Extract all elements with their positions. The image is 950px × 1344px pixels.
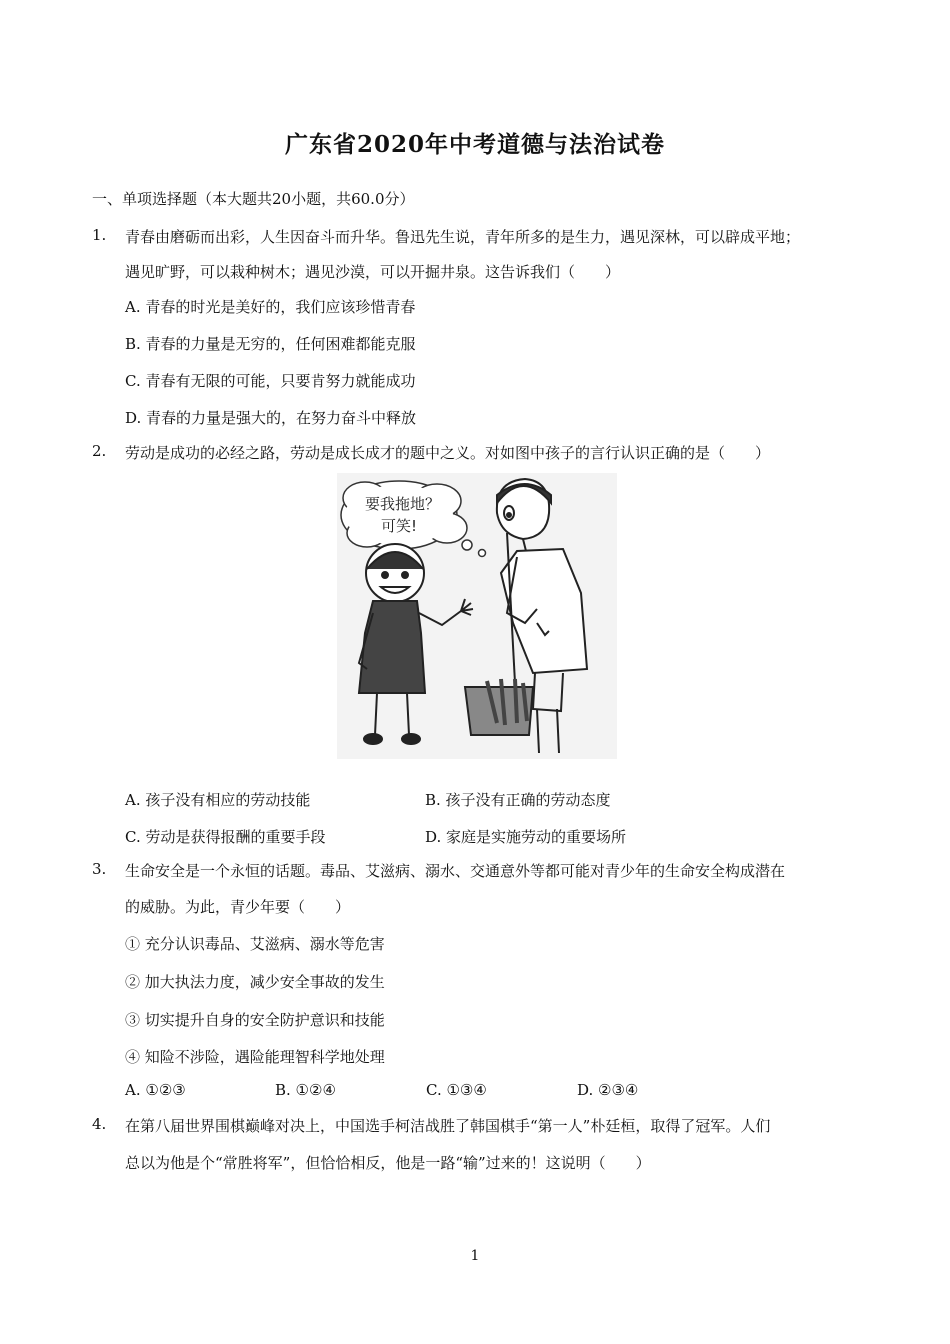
question-2-stem-line-1: 劳动是成功的必经之路，劳动是成长成才的题中之义。对如图中孩子的言行认识正确的是（ ） (125, 444, 771, 462)
bubble-text-line-1: 要我拖地？ (365, 495, 441, 513)
question-3-number: 3. (92, 860, 107, 878)
question-3-option-a[interactable]: A. ①②③ (125, 1081, 186, 1099)
question-2-option-a[interactable]: A. 孩子没有相应的劳动技能 (125, 791, 311, 809)
question-1-stem-line-1: 青春由磨砺而出彩，人生因奋斗而升华。鲁迅先生说，青年所多的是生力，遇见深林，可以辟成平地； (125, 228, 801, 246)
question-2-option-d[interactable]: D. 家庭是实施劳动的重要场所 (425, 828, 627, 846)
question-3-statement-2: ② 加大执法力度，减少安全事故的发生 (125, 973, 385, 991)
bubble-text-line-2: 可笑! (381, 517, 418, 535)
question-3-stem-line-2: 的威胁。为此，青少年要（ ） (125, 898, 351, 916)
question-2-option-c[interactable]: C. 劳动是获得报酬的重要手段 (125, 828, 326, 846)
question-1-stem-line-2: 遇见旷野，可以栽种树木；遇见沙漠，可以开掘井泉。这告诉我们（ ） (125, 263, 621, 281)
question-3-statement-1: ① 充分认识毒品、艾滋病、溺水等危害 (125, 935, 385, 953)
cartoon-illustration (337, 473, 617, 759)
question-1-number: 1. (92, 226, 107, 244)
question-2-number: 2. (92, 442, 107, 460)
question-3-option-b[interactable]: B. ①②④ (275, 1081, 336, 1099)
section-heading: 一、单项选择题（本大题共20小题，共60.0分） (92, 190, 415, 208)
page-title: 广东省2020年中考道德与法治试卷 (284, 131, 665, 158)
question-3-stem-line-1: 生命安全是一个永恒的话题。毒品、艾滋病、溺水、交通意外等都可能对青少年的生命安全构成潜在 (125, 862, 786, 880)
question-1-option-c[interactable]: C. 青春有无限的可能，只要肯努力就能成功 (125, 372, 416, 390)
question-1-option-a[interactable]: A. 青春的时光是美好的，我们应该珍惜青春 (125, 298, 416, 316)
question-3-statement-3: ③ 切实提升自身的安全防护意识和技能 (125, 1011, 385, 1029)
question-4-number: 4. (92, 1115, 107, 1133)
question-3-option-d[interactable]: D. ②③④ (577, 1081, 639, 1099)
question-1-option-d[interactable]: D. 青春的力量是强大的，在努力奋斗中释放 (125, 409, 417, 427)
question-4-stem-line-2: 总以为他是个“常胜将军”，但恰恰相反，他是一路“输”过来的！这说明（ ） (125, 1154, 651, 1172)
question-4-stem-line-1: 在第八届世界围棋巅峰对决上，中国选手柯洁战胜了韩国棋手“第一人”朴廷桓，取得了冠军。人们 (125, 1117, 771, 1135)
question-3-option-c[interactable]: C. ①③④ (426, 1081, 487, 1099)
question-3-statement-4: ④ 知险不涉险，遇险能理智科学地处理 (125, 1048, 385, 1066)
question-1-option-b[interactable]: B. 青春的力量是无穷的，任何困难都能克服 (125, 335, 416, 353)
question-2-option-b[interactable]: B. 孩子没有正确的劳动态度 (425, 791, 611, 809)
page-number: 1 (470, 1248, 480, 1264)
